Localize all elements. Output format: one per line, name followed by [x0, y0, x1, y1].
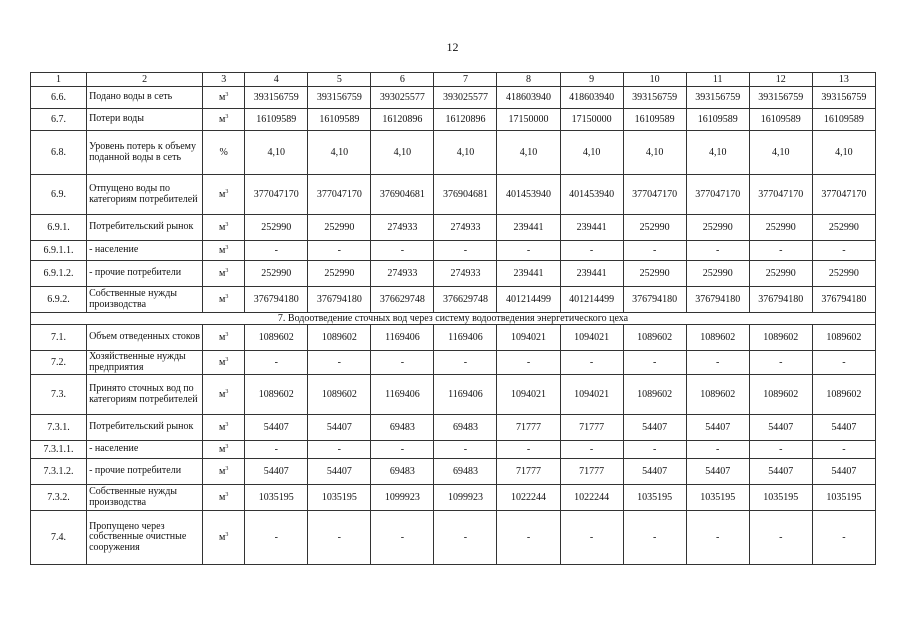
value-cell: -: [749, 511, 812, 565]
value-cell: 4,10: [686, 131, 749, 175]
value-cell: -: [371, 351, 434, 375]
value-cell: 1169406: [434, 375, 497, 415]
unit-superscript: 3: [225, 189, 229, 195]
row-number-cell: 7.2.: [31, 351, 87, 375]
row-name-cell: Собственные нужды производства: [87, 287, 203, 313]
value-cell: 377047170: [686, 175, 749, 215]
value-cell: -: [497, 241, 560, 261]
unit-text: м: [219, 532, 226, 543]
value-cell: -: [245, 511, 308, 565]
unit-superscript: 3: [225, 389, 229, 395]
unit-text: м: [219, 422, 226, 433]
value-cell: 17150000: [560, 109, 623, 131]
table-row: [31, 511, 876, 565]
value-cell: 4,10: [560, 131, 623, 175]
value-cell: 393156759: [812, 87, 875, 109]
unit-cell: [203, 351, 245, 375]
value-cell: 1089602: [308, 325, 371, 351]
value-cell: 54407: [308, 459, 371, 485]
unit-text: м: [219, 245, 226, 256]
unit-text: м: [219, 92, 226, 103]
value-cell: -: [434, 351, 497, 375]
unit-text: м: [219, 466, 226, 477]
value-cell: 274933: [371, 261, 434, 287]
column-header-cell: 8: [497, 73, 560, 87]
unit-superscript: 3: [225, 357, 229, 363]
unit-cell: [203, 415, 245, 441]
value-cell: 239441: [497, 215, 560, 241]
value-cell: 252990: [812, 261, 875, 287]
table-row: [31, 287, 876, 313]
value-cell: 274933: [371, 215, 434, 241]
value-cell: -: [560, 351, 623, 375]
value-cell: -: [623, 351, 686, 375]
header-row: [31, 73, 876, 87]
value-cell: 1022244: [560, 485, 623, 511]
value-cell: -: [623, 241, 686, 261]
value-cell: 393156759: [623, 87, 686, 109]
value-cell: 1094021: [560, 375, 623, 415]
row-number-cell: 7.3.1.1.: [31, 441, 87, 459]
value-cell: -: [245, 441, 308, 459]
value-cell: 71777: [497, 459, 560, 485]
column-header-cell: 5: [308, 73, 371, 87]
value-cell: 1035195: [623, 485, 686, 511]
value-cell: 1089602: [749, 325, 812, 351]
column-header-cell: 2: [87, 73, 203, 87]
value-cell: -: [434, 511, 497, 565]
unit-text: м: [219, 268, 226, 279]
value-cell: 54407: [623, 459, 686, 485]
value-cell: 1169406: [371, 375, 434, 415]
value-cell: 393156759: [308, 87, 371, 109]
value-cell: -: [308, 351, 371, 375]
table-body: [31, 73, 876, 565]
value-cell: 401453940: [497, 175, 560, 215]
value-cell: 393156759: [749, 87, 812, 109]
value-cell: 1089602: [749, 375, 812, 415]
value-cell: 4,10: [371, 131, 434, 175]
unit-cell: [203, 261, 245, 287]
unit-cell: [203, 441, 245, 459]
row-name-cell: - прочие потребители: [87, 459, 203, 485]
unit-text: м: [219, 492, 226, 503]
value-cell: 16109589: [245, 109, 308, 131]
value-cell: 1035195: [245, 485, 308, 511]
value-cell: 1169406: [371, 325, 434, 351]
unit-superscript: 3: [225, 422, 229, 428]
value-cell: 252990: [245, 215, 308, 241]
value-cell: -: [245, 241, 308, 261]
value-cell: 1035195: [749, 485, 812, 511]
unit-superscript: 3: [225, 444, 229, 450]
column-header-cell: 3: [203, 73, 245, 87]
value-cell: 71777: [560, 459, 623, 485]
value-cell: 401453940: [560, 175, 623, 215]
table-row: [31, 175, 876, 215]
value-cell: 376794180: [812, 287, 875, 313]
row-name-cell: Отпущено воды по категориям потребителей: [87, 175, 203, 215]
value-cell: 54407: [749, 459, 812, 485]
value-cell: 16120896: [434, 109, 497, 131]
value-cell: 252990: [749, 215, 812, 241]
unit-cell: [203, 375, 245, 415]
value-cell: -: [686, 241, 749, 261]
value-cell: -: [623, 441, 686, 459]
value-cell: 16109589: [749, 109, 812, 131]
value-cell: -: [749, 241, 812, 261]
row-number-cell: 6.9.: [31, 175, 87, 215]
value-cell: 239441: [497, 261, 560, 287]
value-cell: -: [812, 241, 875, 261]
table-row: [31, 351, 876, 375]
row-name-cell: Потери воды: [87, 109, 203, 131]
value-cell: -: [308, 511, 371, 565]
value-cell: -: [749, 351, 812, 375]
value-cell: 274933: [434, 215, 497, 241]
value-cell: -: [497, 441, 560, 459]
row-number-cell: 6.8.: [31, 131, 87, 175]
row-name-cell: Уровень потерь к объему поданной воды в сеть: [87, 131, 203, 175]
value-cell: 376904681: [434, 175, 497, 215]
row-name-cell: Подано воды в сеть: [87, 87, 203, 109]
value-cell: 54407: [623, 415, 686, 441]
unit-cell: [203, 241, 245, 261]
value-cell: 1089602: [623, 375, 686, 415]
value-cell: 376904681: [371, 175, 434, 215]
value-cell: -: [371, 441, 434, 459]
unit-superscript: 3: [225, 532, 229, 538]
table-row: [31, 375, 876, 415]
row-name-cell: - прочие потребители: [87, 261, 203, 287]
row-name-cell: - население: [87, 441, 203, 459]
table-row: [31, 109, 876, 131]
value-cell: 4,10: [497, 131, 560, 175]
value-cell: 1035195: [308, 485, 371, 511]
value-cell: 376629748: [434, 287, 497, 313]
value-cell: 1094021: [497, 325, 560, 351]
value-cell: 377047170: [308, 175, 371, 215]
table-row: [31, 261, 876, 287]
value-cell: 16109589: [812, 109, 875, 131]
value-cell: 252990: [623, 261, 686, 287]
unit-cell: [203, 87, 245, 109]
value-cell: 17150000: [497, 109, 560, 131]
value-cell: 69483: [434, 459, 497, 485]
value-cell: -: [812, 441, 875, 459]
value-cell: 252990: [245, 261, 308, 287]
value-cell: 418603940: [560, 87, 623, 109]
value-cell: 252990: [686, 215, 749, 241]
value-cell: 393156759: [686, 87, 749, 109]
unit-cell: [203, 109, 245, 131]
value-cell: -: [371, 511, 434, 565]
row-number-cell: 6.9.1.: [31, 215, 87, 241]
value-cell: 54407: [686, 415, 749, 441]
section-title-row: [31, 313, 876, 325]
value-cell: 16109589: [623, 109, 686, 131]
value-cell: 376794180: [623, 287, 686, 313]
value-cell: 1022244: [497, 485, 560, 511]
column-header-cell: 9: [560, 73, 623, 87]
row-number-cell: 6.9.2.: [31, 287, 87, 313]
unit-superscript: 3: [225, 294, 229, 300]
value-cell: -: [560, 441, 623, 459]
value-cell: -: [686, 441, 749, 459]
value-cell: 377047170: [749, 175, 812, 215]
value-cell: 1099923: [371, 485, 434, 511]
row-name-cell: Собственные нужды производства: [87, 485, 203, 511]
value-cell: 54407: [308, 415, 371, 441]
value-cell: -: [308, 441, 371, 459]
value-cell: -: [686, 351, 749, 375]
value-cell: 1094021: [560, 325, 623, 351]
value-cell: 1089602: [686, 375, 749, 415]
unit-text: м: [219, 222, 226, 233]
value-cell: 393025577: [434, 87, 497, 109]
value-cell: 1089602: [812, 325, 875, 351]
column-header-cell: 10: [623, 73, 686, 87]
unit-superscript: 3: [225, 92, 229, 98]
value-cell: -: [497, 511, 560, 565]
unit-text: м: [219, 357, 226, 368]
table-row: [31, 241, 876, 261]
value-cell: 54407: [812, 459, 875, 485]
value-cell: -: [245, 351, 308, 375]
column-header-cell: 12: [749, 73, 812, 87]
value-cell: 1089602: [623, 325, 686, 351]
unit-text: м: [219, 332, 226, 343]
value-cell: -: [434, 241, 497, 261]
unit-cell: %: [203, 131, 245, 175]
table-row: [31, 415, 876, 441]
value-cell: 239441: [560, 261, 623, 287]
row-name-cell: - население: [87, 241, 203, 261]
unit-text: м: [219, 114, 226, 125]
value-cell: 1089602: [812, 375, 875, 415]
row-name-cell: Пропущено через собственные очистные сооружения: [87, 511, 203, 565]
value-cell: 16120896: [371, 109, 434, 131]
value-cell: 377047170: [623, 175, 686, 215]
unit-text: м: [219, 294, 226, 305]
row-number-cell: 7.3.1.: [31, 415, 87, 441]
value-cell: 418603940: [497, 87, 560, 109]
unit-text: м: [219, 389, 226, 400]
row-number-cell: 6.9.1.2.: [31, 261, 87, 287]
value-cell: 69483: [434, 415, 497, 441]
column-header-cell: 7: [434, 73, 497, 87]
row-name-cell: Потребительский рынок: [87, 415, 203, 441]
value-cell: -: [497, 351, 560, 375]
value-cell: 377047170: [812, 175, 875, 215]
value-cell: 54407: [245, 415, 308, 441]
value-cell: 393156759: [245, 87, 308, 109]
unit-superscript: 3: [225, 492, 229, 498]
value-cell: 4,10: [434, 131, 497, 175]
value-cell: 239441: [560, 215, 623, 241]
value-cell: 393025577: [371, 87, 434, 109]
unit-superscript: 3: [225, 245, 229, 251]
value-cell: -: [560, 241, 623, 261]
unit-cell: [203, 459, 245, 485]
unit-text: м: [219, 444, 226, 455]
value-cell: 252990: [749, 261, 812, 287]
value-cell: 71777: [560, 415, 623, 441]
row-name-cell: Потребительский рынок: [87, 215, 203, 241]
section-title: 7. Водоотведение сточных вод через систему водоотведения энергетического цеха: [31, 313, 876, 325]
column-header-cell: 6: [371, 73, 434, 87]
value-cell: 54407: [749, 415, 812, 441]
value-cell: 4,10: [308, 131, 371, 175]
unit-cell: [203, 175, 245, 215]
unit-cell: [203, 287, 245, 313]
value-cell: 1099923: [434, 485, 497, 511]
unit-superscript: 3: [225, 268, 229, 274]
value-cell: 252990: [308, 261, 371, 287]
row-name-cell: Хозяйственные нужды предприятия: [87, 351, 203, 375]
row-number-cell: 7.1.: [31, 325, 87, 351]
column-header-cell: 4: [245, 73, 308, 87]
value-cell: 376794180: [308, 287, 371, 313]
value-cell: 376794180: [749, 287, 812, 313]
column-header-cell: 11: [686, 73, 749, 87]
table-row: [31, 87, 876, 109]
value-cell: 1035195: [812, 485, 875, 511]
value-cell: -: [560, 511, 623, 565]
value-cell: 71777: [497, 415, 560, 441]
value-cell: 252990: [623, 215, 686, 241]
value-cell: 1035195: [686, 485, 749, 511]
value-cell: 69483: [371, 459, 434, 485]
value-cell: 4,10: [245, 131, 308, 175]
value-cell: -: [371, 241, 434, 261]
value-cell: 16109589: [308, 109, 371, 131]
value-cell: -: [623, 511, 686, 565]
unit-superscript: 3: [225, 332, 229, 338]
data-table: [30, 72, 876, 565]
unit-superscript: 3: [225, 466, 229, 472]
row-number-cell: 7.3.2.: [31, 485, 87, 511]
table-row: [31, 485, 876, 511]
table-row: [31, 325, 876, 351]
value-cell: 54407: [686, 459, 749, 485]
column-header-cell: 13: [812, 73, 875, 87]
unit-cell: [203, 325, 245, 351]
value-cell: 252990: [686, 261, 749, 287]
row-number-cell: 7.3.1.2.: [31, 459, 87, 485]
value-cell: 4,10: [812, 131, 875, 175]
value-cell: 4,10: [623, 131, 686, 175]
value-cell: 16109589: [686, 109, 749, 131]
value-cell: 377047170: [245, 175, 308, 215]
page-number: 12: [446, 40, 459, 54]
value-cell: 1094021: [497, 375, 560, 415]
value-cell: 1169406: [434, 325, 497, 351]
row-number-cell: 7.3.: [31, 375, 87, 415]
value-cell: 1089602: [245, 325, 308, 351]
row-number-cell: 6.6.: [31, 87, 87, 109]
value-cell: -: [308, 241, 371, 261]
row-name-cell: Объем отведенных стоков: [87, 325, 203, 351]
unit-superscript: 3: [225, 114, 229, 120]
value-cell: -: [812, 351, 875, 375]
unit-superscript: 3: [225, 222, 229, 228]
value-cell: -: [434, 441, 497, 459]
value-cell: 401214499: [497, 287, 560, 313]
value-cell: 252990: [308, 215, 371, 241]
unit-cell: [203, 511, 245, 565]
table-row: [31, 131, 876, 175]
value-cell: 1089602: [245, 375, 308, 415]
value-cell: 376629748: [371, 287, 434, 313]
value-cell: -: [749, 441, 812, 459]
value-cell: 274933: [434, 261, 497, 287]
value-cell: 54407: [812, 415, 875, 441]
value-cell: 401214499: [560, 287, 623, 313]
row-number-cell: 7.4.: [31, 511, 87, 565]
row-name-cell: Принято сточных вод по категориям потребителей: [87, 375, 203, 415]
row-number-cell: 6.9.1.1.: [31, 241, 87, 261]
value-cell: 69483: [371, 415, 434, 441]
table-row: [31, 441, 876, 459]
value-cell: -: [812, 511, 875, 565]
value-cell: 1089602: [308, 375, 371, 415]
unit-text: м: [219, 189, 226, 200]
column-header-cell: 1: [31, 73, 87, 87]
value-cell: 252990: [812, 215, 875, 241]
value-cell: 54407: [245, 459, 308, 485]
value-cell: 4,10: [749, 131, 812, 175]
row-number-cell: 6.7.: [31, 109, 87, 131]
unit-cell: [203, 215, 245, 241]
value-cell: 376794180: [686, 287, 749, 313]
table-row: [31, 215, 876, 241]
value-cell: -: [686, 511, 749, 565]
value-cell: 376794180: [245, 287, 308, 313]
value-cell: 1089602: [686, 325, 749, 351]
unit-cell: [203, 485, 245, 511]
table-row: [31, 459, 876, 485]
